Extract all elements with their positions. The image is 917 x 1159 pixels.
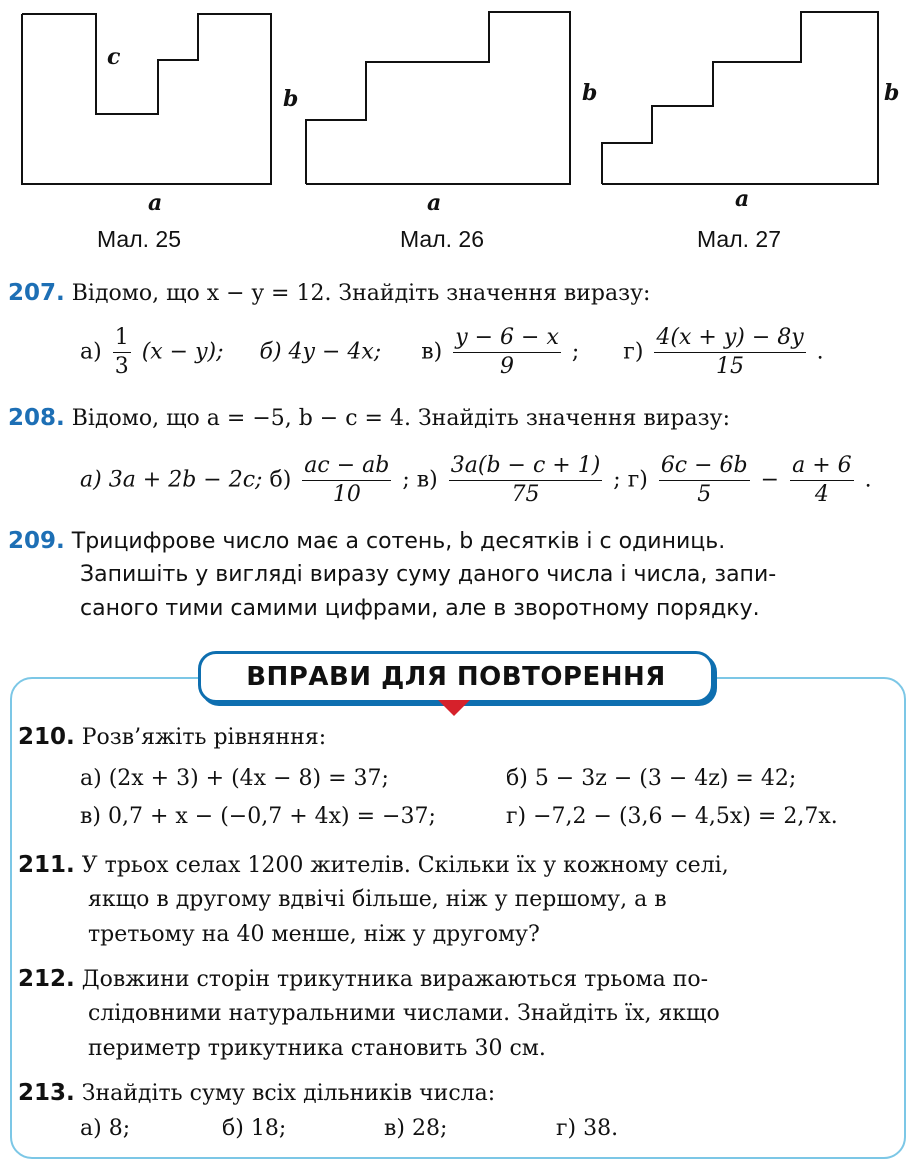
exercise-number: 211. bbox=[18, 852, 75, 878]
exercise-208-items: а) 3a + 2b − 2c; б) $\frac{ac - ab}{10}$ ; в) $\frac{3a(b - c + 1)}{75}$ ; г) $\frac{6c - 6b}{5}$ − $\frac{a + 6}{4}$ . bbox=[80, 453, 872, 507]
exercise-number: 210. bbox=[18, 724, 75, 750]
repeat-section-title: ВПРАВИ ДЛЯ ПОВТОРЕННЯ bbox=[198, 651, 714, 703]
figure-27-shape bbox=[602, 12, 878, 184]
exercise-209-line-3: саного тими самими цифрами, але в зворотному порядку. bbox=[80, 596, 760, 621]
figure-25-shape bbox=[22, 14, 271, 184]
figure-27-caption: Мал. 27 bbox=[697, 226, 781, 252]
exercise-210-item-d: г) −7,2 − (3,6 − 4,5x) = 2,7x. bbox=[506, 804, 838, 829]
exercise-text: Відомо, що x − y = 12. Знайдіть значення виразу: bbox=[71, 281, 651, 306]
exercise-213-item-d: г) 38. bbox=[556, 1116, 619, 1141]
figure-25-label-b: b bbox=[283, 86, 299, 112]
exercise-211-line-3: третьому на 40 менше, ніж у другому? bbox=[88, 922, 540, 947]
exercise-207-statement bbox=[8, 280, 650, 306]
item-c-label: в) bbox=[421, 339, 443, 365]
exercise-209-line-1: 209. Трицифрове число має a сотень, b десятків і c одиниць. bbox=[8, 528, 726, 554]
exercise-210-item-b: б) 5 − 3z − (3 − 4z) = 42; bbox=[506, 766, 797, 791]
exercise-text: Відомо, що a = −5, b − c = 4. Знайдіть значення виразу: bbox=[71, 406, 730, 431]
exercise-208-statement bbox=[8, 405, 730, 431]
item-d-label: г) bbox=[627, 467, 648, 493]
fraction: $\frac{a + 6}{4}$ bbox=[792, 453, 852, 507]
fraction: $\frac{y - 6 - x}{9}$ bbox=[455, 325, 559, 379]
fraction: $\frac{4(x + y) - 8y}{15}$ bbox=[656, 325, 804, 379]
exercise-213-statement: 213. Знайдіть суму всіх дільників числа: bbox=[18, 1080, 496, 1106]
exercise-213-item-b: б) 18; bbox=[222, 1116, 287, 1141]
fraction: $\frac{ac - ab}{10}$ bbox=[304, 453, 390, 507]
exercise-211-line-1: 211. У трьох селах 1200 жителів. Скільки їх у кожному селі, bbox=[18, 852, 729, 878]
figure-26-label-b: b bbox=[582, 80, 598, 106]
exercise-210-item-c: в) 0,7 + x − (−0,7 + 4x) = −37; bbox=[80, 804, 436, 829]
figure-26-shape bbox=[306, 12, 570, 184]
fraction: $\frac{1}{3}$ bbox=[114, 325, 129, 379]
exercise-number: 209. bbox=[8, 528, 65, 554]
exercise-212-line-3: периметр трикутника становить 30 см. bbox=[88, 1036, 546, 1061]
exercise-212-line-2: слідовними натуральними числами. Знайдіть їх, якщо bbox=[88, 1001, 720, 1026]
figure-26-caption: Мал. 26 bbox=[400, 226, 484, 252]
exercise-213-item-a: а) 8; bbox=[80, 1116, 131, 1141]
item-c-label: в) bbox=[416, 467, 438, 493]
exercise-number: 213. bbox=[18, 1080, 75, 1106]
item-a-label: а) bbox=[80, 339, 102, 365]
item-a-rest: (x − y); bbox=[141, 339, 224, 365]
figure-27-label-a: a bbox=[735, 186, 750, 212]
exercise-211-line-2: якщо в другому вдвічі більше, ніж у першому, а в bbox=[88, 887, 667, 912]
exercise-207-items: а) $\frac{1}{3}$ (x − y); б) 4y − 4x; в) $\frac{y - 6 - x}{9}$ ; г) $\frac{4(x + y) - 8y}{15}$ . bbox=[80, 325, 824, 379]
exercise-209-line-2: Запишіть у вигляді виразу суму даного числа і числа, запи- bbox=[80, 562, 777, 587]
item-b-label: б) bbox=[269, 467, 292, 493]
exercise-number: 208. bbox=[8, 405, 65, 431]
fraction: $\frac{6c - 6b}{5}$ bbox=[660, 453, 748, 507]
figures-drawing bbox=[0, 0, 917, 250]
exercise-212-line-1: 212. Довжини сторін трикутника виражаються трьома по- bbox=[18, 966, 709, 992]
fraction: $\frac{3a(b - c + 1)}{75}$ bbox=[450, 453, 601, 507]
figure-25-label-c: c bbox=[107, 44, 121, 70]
banner-arrow-icon bbox=[438, 700, 470, 716]
item-a: а) 3a + 2b − 2c; bbox=[80, 467, 263, 493]
exercise-number: 207. bbox=[8, 280, 65, 306]
exercise-210-statement: 210. Розв’яжіть рівняння: bbox=[18, 724, 327, 750]
item-d-label: г) bbox=[623, 339, 644, 365]
figure-25-caption: Мал. 25 bbox=[97, 226, 181, 252]
exercise-210-item-a: а) (2x + 3) + (4x − 8) = 37; bbox=[80, 766, 389, 791]
figure-25-label-a: a bbox=[148, 190, 163, 216]
item-b: б) 4y − 4x; bbox=[259, 339, 382, 365]
exercise-213-item-c: в) 28; bbox=[384, 1116, 448, 1141]
figure-26-label-a: a bbox=[427, 190, 442, 216]
exercise-number: 212. bbox=[18, 966, 75, 992]
figure-27-label-b: b bbox=[884, 80, 900, 106]
